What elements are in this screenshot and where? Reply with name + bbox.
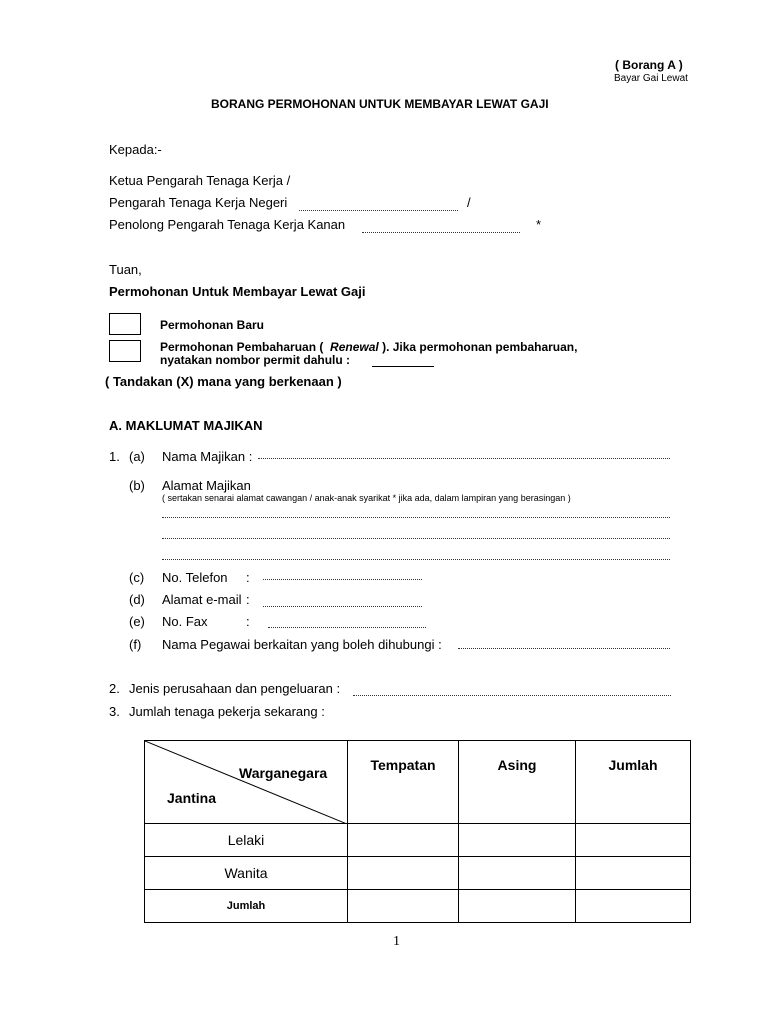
corner-header-bottom: Jantina	[167, 790, 217, 806]
business-type-label: Jenis perusahaan dan pengeluaran :	[129, 681, 341, 696]
corner-header-top: Warganegara	[239, 765, 328, 781]
renewal-italic: Renewal	[330, 340, 379, 354]
business-type-fill-line[interactable]	[353, 695, 671, 696]
item-a-letter: (a)	[129, 449, 145, 464]
tick-instruction: ( Tandakan (X) mana yang berkenaan )	[105, 374, 342, 389]
fax-fill-line[interactable]	[268, 627, 426, 628]
column-header-jumlah: Jumlah	[576, 741, 691, 824]
state-fill-line[interactable]	[299, 210, 458, 211]
fax-label: No. Fax	[162, 614, 208, 629]
email-colon: :	[246, 592, 250, 607]
address-fill-line-1[interactable]	[162, 517, 670, 518]
cell-wanita-asing[interactable]	[459, 857, 576, 890]
email-fill-line[interactable]	[263, 606, 422, 607]
telephone-label: No. Telefon	[162, 570, 228, 585]
address-fill-line-2[interactable]	[162, 538, 670, 539]
table-row	[145, 824, 691, 857]
renewal-label-line-2: nyatakan nombor permit dahulu :	[160, 353, 351, 367]
employer-name-label: Nama Majikan :	[162, 449, 253, 464]
fax-colon: :	[246, 614, 250, 629]
kepada-label: Kepada:-	[109, 142, 162, 157]
row-label-lelaki: Lelaki	[145, 824, 348, 857]
cell-jumlah-jumlah[interactable]	[576, 890, 691, 923]
address-line-2: Pengarah Tenaga Kerja Negeri	[109, 195, 288, 210]
table-row	[145, 890, 691, 923]
address-line-3-asterisk: *	[536, 217, 542, 232]
column-header-asing: Asing	[459, 741, 576, 824]
cell-jumlah-asing[interactable]	[459, 890, 576, 923]
address-fill-line-3[interactable]	[162, 559, 670, 560]
employer-address-note: ( sertakan senarai alamat cawangan / anak-anak syarikat * jika ada, dalam lampiran yang berasingan )	[162, 493, 571, 503]
table-row	[145, 857, 691, 890]
renewal-checkbox[interactable]	[109, 340, 141, 362]
officer-fill-line[interactable]	[362, 232, 520, 233]
employer-name-fill-line[interactable]	[258, 458, 670, 459]
form-subtitle: Bayar Gai Lewat	[614, 73, 688, 84]
cell-lelaki-jumlah[interactable]	[576, 824, 691, 857]
workforce-table	[144, 740, 691, 923]
item-c-letter: (c)	[129, 570, 145, 585]
employer-address-label: Alamat Majikan	[162, 478, 251, 493]
item-e-letter: (e)	[129, 614, 145, 629]
corner-header-cell	[145, 741, 348, 824]
salutation: Tuan,	[109, 262, 142, 277]
form-code: ( Borang A )	[615, 58, 683, 72]
contact-officer-label: Nama Pegawai berkaitan yang boleh dihubungi :	[162, 637, 442, 652]
telephone-fill-line[interactable]	[263, 579, 422, 580]
form-title: BORANG PERMOHONAN UNTUK MEMBAYAR LEWAT GAJI	[211, 97, 549, 111]
item-1-number: 1.	[109, 449, 120, 464]
renewal-label-line-1: Permohonan Pembaharuan ( Renewal ). Jika permohonan pembaharuan,	[160, 340, 578, 354]
page-number: 1	[393, 934, 400, 949]
cell-jumlah-tempatan[interactable]	[348, 890, 459, 923]
row-label-jumlah: Jumlah	[145, 890, 348, 923]
contact-officer-fill-line[interactable]	[458, 648, 670, 649]
cell-wanita-jumlah[interactable]	[576, 857, 691, 890]
item-3-number: 3.	[109, 704, 120, 719]
address-line-2-slash: /	[467, 195, 471, 210]
new-application-checkbox[interactable]	[109, 313, 141, 335]
email-label: Alamat e-mail	[162, 592, 242, 607]
address-line-3: Penolong Pengarah Tenaga Kerja Kanan	[109, 217, 346, 232]
new-application-label: Permohonan Baru	[160, 318, 265, 332]
item-2-number: 2.	[109, 681, 120, 696]
cell-wanita-tempatan[interactable]	[348, 857, 459, 890]
section-a-title: A. MAKLUMAT MAJIKAN	[109, 418, 263, 433]
subject-heading: Permohonan Untuk Membayar Lewat Gaji	[109, 284, 366, 299]
workforce-label: Jumlah tenaga pekerja sekarang :	[129, 704, 325, 719]
permit-number-fill-line[interactable]	[372, 366, 434, 367]
column-header-tempatan: Tempatan	[348, 741, 459, 824]
telephone-colon: :	[246, 570, 250, 585]
item-f-letter: (f)	[129, 637, 142, 652]
row-label-wanita: Wanita	[145, 857, 348, 890]
item-b-letter: (b)	[129, 478, 145, 493]
cell-lelaki-tempatan[interactable]	[348, 824, 459, 857]
diagonal-divider	[145, 741, 347, 824]
address-line-1: Ketua Pengarah Tenaga Kerja /	[109, 173, 291, 188]
item-d-letter: (d)	[129, 592, 145, 607]
cell-lelaki-asing[interactable]	[459, 824, 576, 857]
